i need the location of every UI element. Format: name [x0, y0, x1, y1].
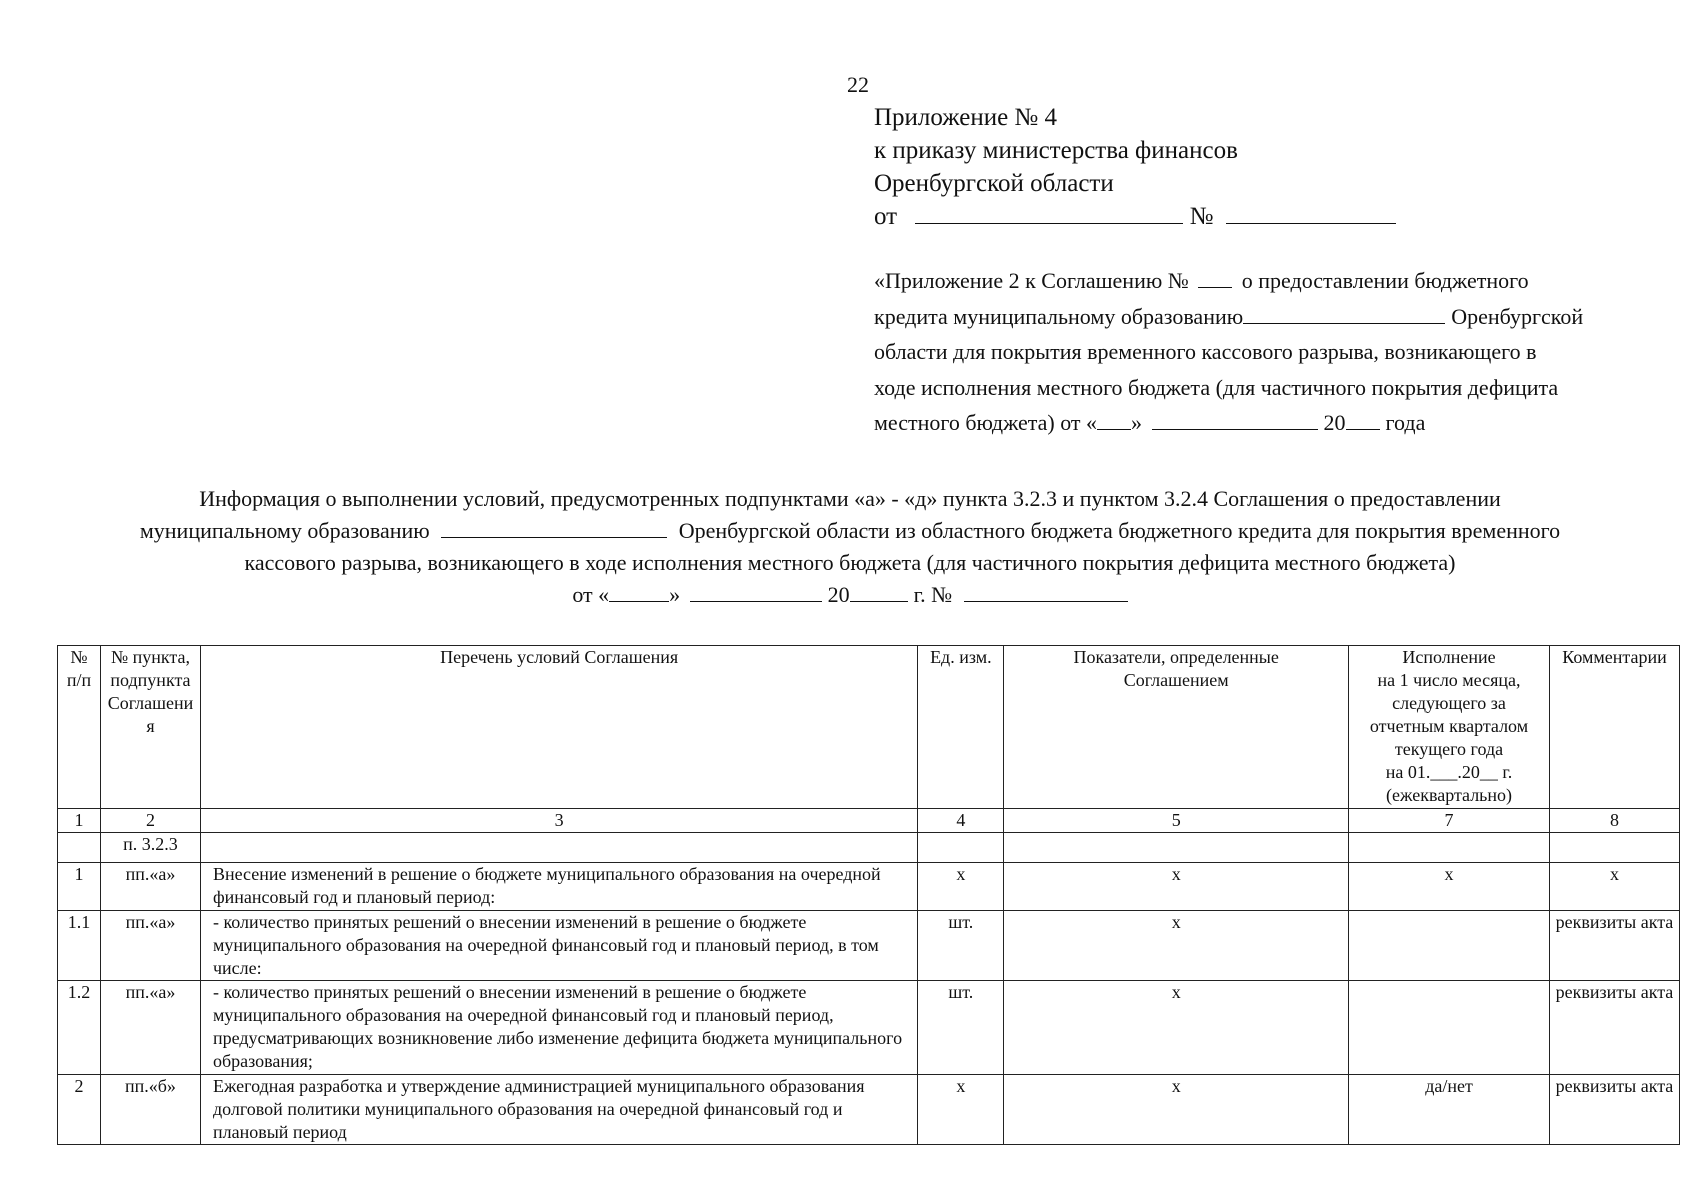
appendix-region: Оренбургской области	[874, 170, 1114, 197]
month-blank	[690, 581, 822, 602]
table-row	[58, 981, 1680, 1075]
row-comment: реквизиты акта	[1549, 911, 1679, 981]
row-comment: реквизиты акта	[1549, 981, 1679, 1075]
table-cell	[200, 833, 917, 863]
information-heading	[40, 483, 1660, 611]
row-item: пп.«б»	[100, 1075, 200, 1145]
heading-line: г. №	[913, 582, 953, 607]
table-cell	[918, 833, 1004, 863]
table-row	[58, 863, 1680, 911]
section-label: п. 3.2.3	[100, 833, 200, 863]
column-number: 8	[1549, 809, 1679, 833]
row-unit: шт.	[918, 981, 1004, 1075]
conditions-table	[57, 645, 1680, 1145]
appendix-header	[874, 101, 1396, 233]
heading-line: кассового разрыва, возникающего в ходе исполнения местного бюджета (для частичного покрытия дефицита местного бюджета)	[244, 550, 1456, 575]
agreement-ref-text: »	[1131, 410, 1143, 435]
header-text: на 1 число месяца,	[1377, 670, 1521, 690]
header-comments: Комментарии	[1549, 646, 1679, 809]
agreement-number-blank	[1198, 267, 1232, 288]
month-blank	[1152, 409, 1318, 430]
heading-line: »	[669, 582, 681, 607]
appendix-title: Приложение № 4	[874, 104, 1058, 131]
table-cell	[1004, 833, 1349, 863]
header-num	[58, 646, 101, 809]
appendix-order-ref: к приказу министерства финансов	[874, 137, 1238, 164]
header-text: подпункта	[110, 670, 191, 690]
heading-line: 20	[827, 582, 850, 607]
row-condition: Внесение изменений в решение о бюджете муниципального образования на очередной финансовый год и плановый период:	[200, 863, 917, 911]
row-execution: x	[1349, 863, 1550, 911]
row-condition: Ежегодная разработка и утверждение администрацией муниципального образования долговой политики муниципального образования на очередной финансовый год и плановый период	[200, 1075, 917, 1145]
header-text: №	[70, 647, 88, 667]
header-text: Показатели, определенные	[1073, 647, 1279, 667]
row-comment: x	[1549, 863, 1679, 911]
agreement-ref-text: области для покрытия временного кассового разрыва, возникающего в	[874, 339, 1537, 364]
header-text: я	[146, 716, 155, 736]
number-blank	[1226, 203, 1396, 224]
section-row	[58, 833, 1680, 863]
row-execution	[1349, 981, 1550, 1075]
row-unit: шт.	[918, 911, 1004, 981]
row-number: 2	[58, 1075, 101, 1145]
row-condition: - количество принятых решений о внесении изменений в решение о бюджете муниципального образования на очередной финансовый год и плановый период, предусматривающих возникновение либо изменение дефицита бюджета муниципального образования;	[200, 981, 917, 1075]
header-text: № пункта,	[110, 647, 190, 667]
row-comment: реквизиты акта	[1549, 1075, 1679, 1145]
header-text: Соглашени	[107, 693, 194, 713]
row-execution: да/нет	[1349, 1075, 1550, 1145]
header-conditions: Перечень условий Соглашения	[200, 646, 917, 809]
header-row	[58, 646, 1680, 809]
agreement-ref-text: года	[1385, 410, 1426, 435]
agreement-ref-text: местного бюджета) от «	[874, 410, 1098, 435]
table-cell	[1549, 833, 1679, 863]
row-indicator: x	[1004, 1075, 1349, 1145]
header-item	[100, 646, 200, 809]
year-blank	[1346, 409, 1380, 430]
row-indicator: x	[1004, 911, 1349, 981]
row-number: 1.2	[58, 981, 101, 1075]
year-blank	[850, 581, 908, 602]
header-text: следующего за	[1392, 693, 1506, 713]
column-number: 2	[100, 809, 200, 833]
from-label: от	[874, 203, 898, 230]
table-cell	[1349, 833, 1550, 863]
appendix-date-number	[874, 200, 1396, 233]
day-blank	[1097, 409, 1131, 430]
heading-line: муниципальному образованию	[139, 518, 430, 543]
day-blank	[609, 581, 669, 602]
date-blank	[915, 203, 1183, 224]
column-number: 4	[918, 809, 1004, 833]
header-unit: Ед. изм.	[918, 646, 1004, 809]
row-item: пп.«а»	[100, 863, 200, 911]
column-number-row	[58, 809, 1680, 833]
agreement-ref-text: о предоставлении бюджетного	[1241, 268, 1529, 293]
table-cell	[58, 833, 101, 863]
row-item: пп.«а»	[100, 911, 200, 981]
agreement-reference	[874, 263, 1674, 441]
column-number: 7	[1349, 809, 1550, 833]
row-item: пп.«а»	[100, 981, 200, 1075]
header-text: п/п	[66, 670, 92, 690]
row-number: 1	[58, 863, 101, 911]
row-unit: x	[918, 863, 1004, 911]
header-text: Соглашением	[1123, 670, 1229, 690]
heading-line: от «	[572, 582, 610, 607]
row-condition: - количество принятых решений о внесении изменений в решение о бюджете муниципального образования на очередной финансовый год и плановый период, в том числе:	[200, 911, 917, 981]
row-execution	[1349, 911, 1550, 981]
table-row	[58, 1075, 1680, 1145]
header-text: отчетным кварталом	[1369, 716, 1529, 736]
header-text: Исполнение	[1402, 647, 1496, 667]
header-indicators	[1004, 646, 1349, 809]
header-text: на 01.___.20__ г.	[1385, 762, 1513, 782]
agreement-ref-text: Оренбургской	[1451, 303, 1584, 329]
row-indicator: x	[1004, 981, 1349, 1075]
header-text: текущего года	[1394, 739, 1504, 759]
page-number: 22	[847, 72, 869, 97]
heading-line: Оренбургской области из областного бюджета бюджетного кредита для покрытия временного	[678, 518, 1561, 543]
row-indicator: x	[1004, 863, 1349, 911]
municipality-blank	[1243, 303, 1445, 324]
column-number: 5	[1004, 809, 1349, 833]
row-number: 1.1	[58, 911, 101, 981]
header-execution	[1349, 646, 1550, 809]
column-number: 3	[200, 809, 917, 833]
table-row	[58, 911, 1680, 981]
agreement-ref-text: ходе исполнения местного бюджета (для частичного покрытия дефицита	[874, 374, 1559, 400]
column-number: 1	[58, 809, 101, 833]
header-text: (ежеквартально)	[1386, 785, 1513, 805]
number-label: №	[1189, 203, 1214, 230]
agreement-ref-text: «Приложение 2 к Соглашению №	[874, 268, 1189, 293]
municipality-blank	[441, 517, 667, 538]
agreement-ref-text: 20	[1323, 410, 1346, 435]
row-unit: x	[918, 1075, 1004, 1145]
agreement-ref-text: кредита муниципальному образованию	[874, 303, 1244, 329]
number-blank	[964, 581, 1128, 602]
heading-line: Информация о выполнении условий, предусмотренных подпунктами «а» - «д» пункта 3.2.3 и пунктом 3.2.4 Соглашения о предоставлении	[199, 486, 1501, 511]
